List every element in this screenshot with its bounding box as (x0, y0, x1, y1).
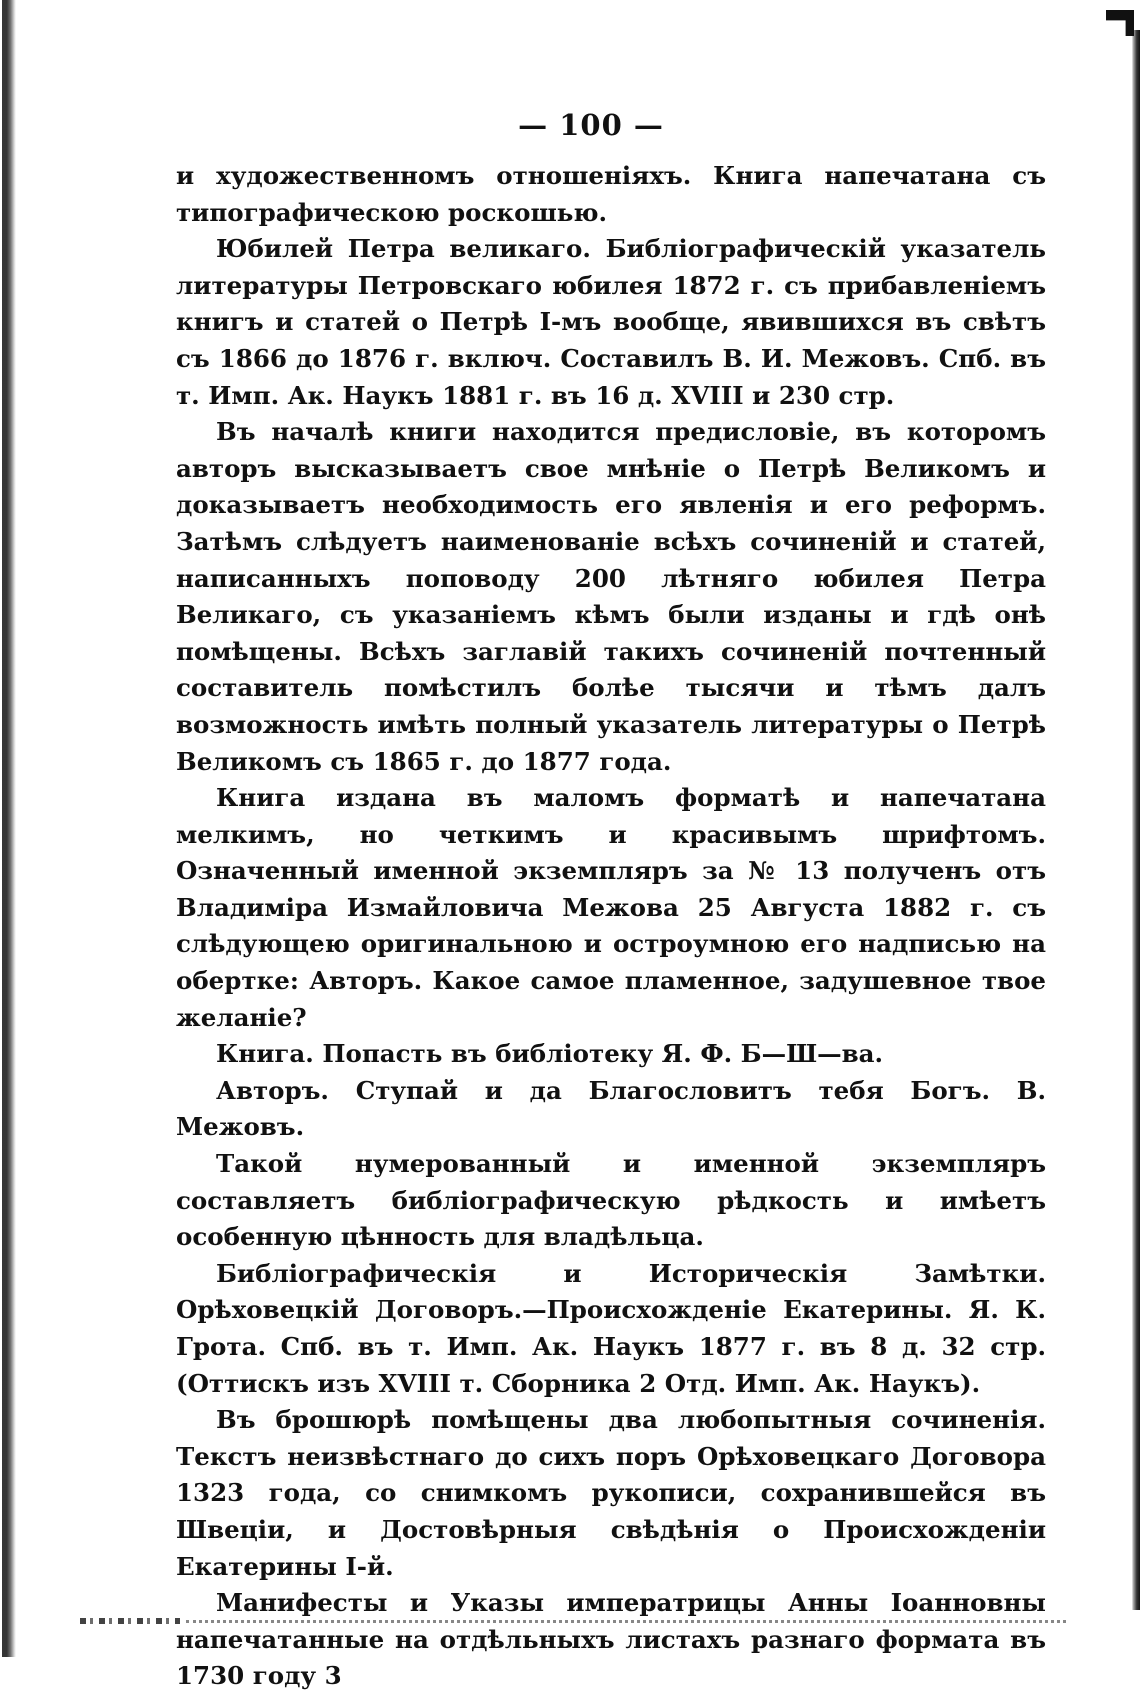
paragraph-text: Книга издана въ маломъ форматѣ и напечатана мелкимъ, но четкимъ и красивымъ шрифтомъ. Означенный именной экземпляръ за № 13 полученъ отъ Владиміра Измайловича Межова 25 Августа 1882 г. съ слѣдующею оригинальною и остроумною его надписью на обертке: (176, 783, 1046, 996)
paragraph-9 (176, 1402, 1046, 1585)
scan-bottom-line (186, 1620, 1066, 1623)
scan-bottom-noise (80, 1618, 180, 1624)
inscription-author-lead: Авторъ. (309, 966, 423, 996)
dialogue-lead-word: Авторъ. (216, 1075, 329, 1105)
paragraph-text: Такой нумерованный и именной экземпляръ составляетъ библіографическую рѣдкость и имѣетъ особенную цѣнность для владѣльца. (176, 1149, 1046, 1252)
scan-right-edge (1132, 30, 1140, 1610)
entry-lead-word: Манифесты (216, 1588, 388, 1618)
paragraph-book-reply (176, 1036, 1046, 1073)
page-number: — 100 — (518, 108, 664, 142)
paragraph-4 (176, 780, 1046, 1036)
inscription-author-question: Какое самое пламенное, задушевное твое желаніе? (176, 966, 1046, 1032)
paragraph-author-reply (176, 1073, 1046, 1146)
entry-lead-word: Юбилей (216, 234, 334, 264)
paragraph-manifesto-entry (176, 1585, 1046, 1695)
paragraph-text: и Указы императрицы Анны Іоанновны напечатанные на отдѣльныхъ листахъ разнаго формата въ 1730 году 3 (176, 1588, 1046, 1691)
scan-left-edge (2, 0, 16, 1657)
paragraph-text: Петра великаго. Библіографическій указатель литературы Петровскаго юбилея 1872 г. съ прибавленіемъ книгъ и статей о Петрѣ І-мъ вообще, явившихся въ свѣтъ съ 1866 до 1876 г. включ. Составилъ В. И. Межовъ. Спб. въ т. Имп. Ак. Наукъ 1881 г. въ 16 д. XVIII и 230 стр. (176, 234, 1046, 410)
paragraph-1 (176, 158, 1046, 231)
document-page (176, 108, 1046, 1695)
paragraph-text: и художественномъ отношеніяхъ. Книга напечатана съ типографическою роскошью. (176, 161, 1046, 227)
scan-corner-mark (1106, 10, 1134, 36)
paragraph-7 (176, 1146, 1046, 1256)
paragraph-text: и Историческія Замѣтки. Орѣховецкій Договоръ.—Происхожденіе Екатерины. Я. К. Грота. Спб. въ т. Имп. Ак. Наукъ 1877 г. въ 8 д. 32 стр. (Оттискъ изъ XVIII т. Сборника 2 Отд. Имп. Ак. Наукъ). (176, 1258, 1046, 1398)
paragraph-text: Ступай и да Благословитъ тебя Богъ. В. Межовъ. (176, 1075, 1046, 1142)
paragraph-3 (176, 414, 1046, 780)
paragraph-text: Въ началѣ книги находится предисловіе, въ которомъ авторъ высказываетъ свое мнѣніе о Петрѣ Великомъ и доказываетъ необходимость его явленія и его реформъ. Затѣмъ слѣдуетъ наименованіе всѣхъ сочиненій и статей, написанныхъ поповоду 200 лѣтняго юбилея Петра Великаго, съ указаніемъ кѣмъ были изданы и гдѣ онѣ помѣщены. Всѣхъ заглавій такихъ сочиненій почтенный составитель помѣстилъ болѣе тысячи и тѣмъ далъ возможность имѣть полный указатель литературы о Петрѣ Великомъ съ 1865 г. до 1877 года. (176, 417, 1046, 776)
dialogue-lead-word: Книга. (216, 1039, 314, 1069)
paragraph-text: Въ брошюрѣ помѣщены два любопытныя сочиненія. Текстъ неизвѣстнаго до сихъ поръ Орѣховецкаго Договора 1323 года, со снимкомъ рукописи, сохранившейся въ Швеціи, и Достовѣрныя свѣдѣнія о Происхожденіи Екатерины І-й. (176, 1405, 1046, 1581)
paragraph-jubilee-entry (176, 231, 1046, 414)
paragraph-text: Попасть въ библіотеку Я. Ф. Б—Ш—ва. (313, 1039, 884, 1069)
entry-lead-word: Библіографическія (216, 1258, 497, 1288)
paragraph-bibliographic-entry (176, 1256, 1046, 1402)
